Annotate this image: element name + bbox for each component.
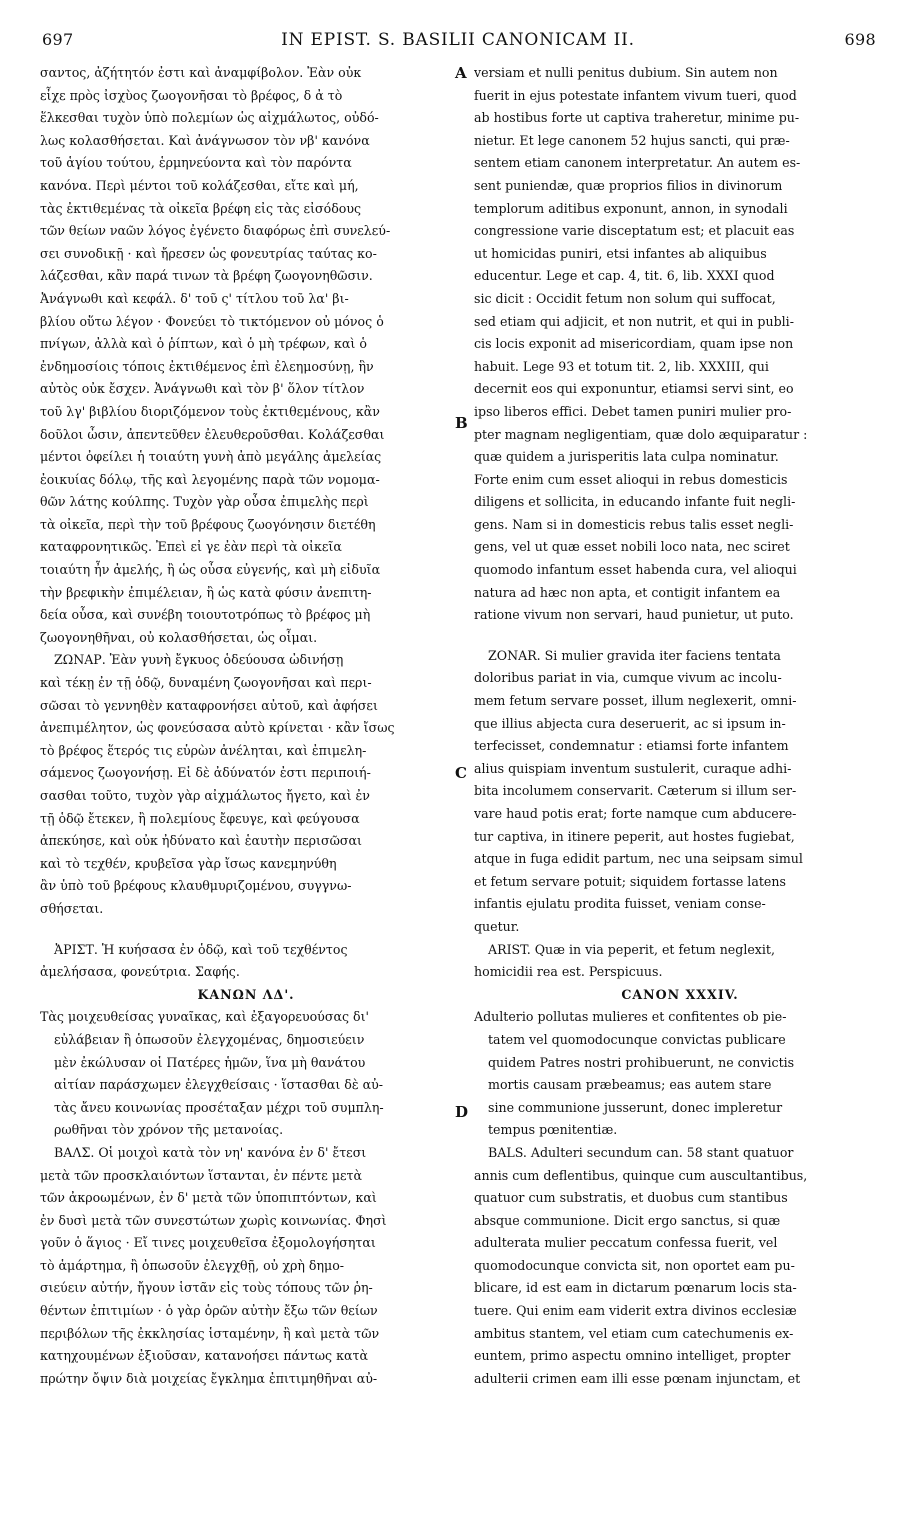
greek-line: καὶ τέκῃ ἐν τῇ ὁδῷ, δυναμένη ζωογονῆσαι καὶ περι- xyxy=(40,675,372,691)
latin-line: ab hostibus forte ut captiva traheretur, minime pu- xyxy=(474,110,800,126)
greek-line: θέντων ἐπιτιμίων · ὁ γὰρ ὁρῶν αὐτὴν ἔξω τῶν θείων xyxy=(40,1303,378,1319)
zonaras-heading-line: ΖΩΝΑΡ. Ἐὰν γυνὴ ἔγκυος ὁδεύουσα ὠδινήσῃ xyxy=(54,652,344,668)
greek-line: τὰ οἰκεῖα, περὶ τὴν τοῦ βρέφους ζωογόνησιν διετέθη xyxy=(40,516,376,532)
latin-line: natura ad hæc non apta, et contigit infantem ea xyxy=(474,584,781,600)
greek-line: σασθαι τοῦτο, τυχὸν γὰρ αἰχμάλωτος ἤγετο, καὶ ἐν xyxy=(40,788,370,803)
canon-heading-greek: ΚΑΝΩΝ ΛΔ'. xyxy=(197,986,295,1002)
latin-line: Forte enim cum esset alioqui in rebus domesticis xyxy=(474,471,788,487)
greek-line: δεία οὖσα, καὶ συνέβη τοιουτοτρόπως τὸ βρέφος μὴ xyxy=(40,607,371,623)
greek-line: τοῦ ἁγίου τούτου, ἑρμηνεύοντα καὶ τὸν παρόντα xyxy=(40,155,352,171)
latin-line: ipso liberos effici. Debet tamen puniri mulier pro- xyxy=(474,403,792,419)
canon-text-line: quidem Patres nostri prohibuerunt, ne convictis xyxy=(488,1054,795,1070)
greek-line: εἶχε πρὸς ἰσχὺος ζωογονῆσαι τὸ βρέφος, δ ἀ τὸ xyxy=(40,87,343,103)
latin-line: mem fetum servare posset, illum neglexerit, omni- xyxy=(474,693,797,709)
greek-line: ἐοικυίας δόλῳ, τῆς καὶ λεγομένης παρὰ τῶν νομομα- xyxy=(40,471,380,487)
greek-line: τῶν ἀκροωμένων, ἐν δ' μετὰ τῶν ὑποπιπτόντων, καὶ xyxy=(40,1190,377,1206)
greek-line: Ἀνάγνωθι καὶ κεφάλ. δ' τοῦ ς' τίτλου τοῦ λα' βι- xyxy=(40,290,349,306)
latin-line: sentem etiam canonem interpretatur. An autem es- xyxy=(474,155,801,171)
greek-line: ἂν ὑπὸ τοῦ βρέφους κλαυθμυριζομένου, συγγνω- xyxy=(40,878,352,894)
latin-line: homicidii rea est. Perspicuus. xyxy=(474,964,663,980)
latin-line: adulterata mulier peccatum confessa fuerit, vel xyxy=(474,1235,778,1251)
greek-line: καταφρονητικῶς. Ἐπεὶ εἰ γε ἐὰν περὶ τὰ οἰκεῖα xyxy=(40,539,342,555)
latin-line: quæ quidem a jurisperitis lata culpa nominatur. xyxy=(474,449,779,465)
greek-line: τὸ ἁμάρτημα, ἢ ὁπωσοῦν ἐλεγχθῇ, οὐ χρὴ δημο- xyxy=(40,1257,345,1273)
latin-line: annis cum deflentibus, quinque cum auscultantibus, xyxy=(474,1167,808,1183)
greek-line: σει συνοδικῇ · καὶ ἤρεσεν ὡς φονευτρίας ταύτας κο- xyxy=(40,245,377,261)
greek-line: πνίγων, ἀλλὰ καὶ ὁ ῥίπτων, καὶ ὁ μὴ τρέφων, καὶ ὁ xyxy=(40,336,367,352)
latin-column xyxy=(474,62,886,1390)
latin-line: educentur. Lege et cap. 4, tit. 6, lib. XXXI quod xyxy=(474,268,775,284)
greek-line: τῇ ὁδῷ ἔτεκεν, ἢ πολεμίους ἔφευγε, καὶ φεύγουσα xyxy=(40,810,360,826)
greek-line: λάζεσθαι, κἂν παρά τινων τὰ βρέφη ζωογονηθῶσιν. xyxy=(40,268,373,284)
latin-line: decernit eos qui exponuntur, etiamsi servi sint, eo xyxy=(474,381,794,397)
latin-line: absque communione. Dicit ergo sanctus, si quæ xyxy=(474,1212,781,1228)
greek-line: τὰς ἐκτιθεμένας τὰ οἰκεῖα βρέφη εἰς τὰς εἰσόδους xyxy=(40,200,362,216)
greek-line: ἀνεπιμέλητον, ὡς φονεύσασα αὐτὸ κρίνεται · κἂν ἴσως xyxy=(40,720,395,736)
page-number-right: 698 xyxy=(844,30,876,49)
greek-line: θῶν λάτης κούλπης. Τυχὸν γὰρ οὖσα ἐπιμελὴς περὶ xyxy=(40,494,369,510)
latin-line: fuerit in ejus potestate infantem vivum tueri, quod xyxy=(474,87,797,103)
canon-text-line: mortis causam præbeamus; eas autem stare xyxy=(488,1077,772,1093)
greek-line: ἀπεκύησε, καὶ οὐκ ἠδύνατο καὶ ἑαυτὴν περισῶσαι xyxy=(40,833,362,849)
greek-line: σαντος, ἀζήτητόν ἐστι καὶ ἀναμφίβολον. Ἐὰν οὐκ xyxy=(40,65,362,80)
greek-line: σιεύειν αὐτήν, ἤγουν ἱστᾶν εἰς τοὺς τόπους τῶν ῥη- xyxy=(40,1280,373,1296)
greek-line: δοῦλοι ὦσιν, ἀπεντεῦθεν ἐλευθεροῦσθαι. Κολάζεσθαι xyxy=(40,426,385,442)
latin-line: quetur. xyxy=(474,918,520,934)
latin-line: gens. Nam si in domesticis rebus talis esset negli- xyxy=(474,516,794,532)
aristenus-line: ἈΡΙΣΤ. Ἡ κυήσασα ἐν ὁδῷ, καὶ τοῦ τεχθέντος xyxy=(54,941,348,957)
latin-line: ambitus stantem, vel etiam cum catechumenis ex- xyxy=(474,1325,794,1341)
running-title: IN EPIST. S. BASILII CANONICAM II. xyxy=(281,30,635,50)
greek-line: ἐν δυσὶ μετὰ τῶν συνεστώτων χωρὶς κοινωνίας. Φησὶ xyxy=(40,1212,387,1228)
greek-line: τῶν θείων ναῶν λόγος ἐγένετο διαφόρως ἐπὶ συνελεύ- xyxy=(40,223,391,239)
latin-line: quomodocunque convicta sit, non oportet eam pu- xyxy=(474,1257,795,1273)
canon-text-line: μὲν ἐκώλυσαν οἱ Πατέρες ἡμῶν, ἵνα μὴ θανάτου xyxy=(54,1054,366,1070)
greek-line: κανόνα. Περὶ μέντοι τοῦ κολάζεσθαι, εἴτε καὶ μή, xyxy=(40,177,359,193)
greek-line: πρώτην ὄψιν διὰ μοιχείας ἔγκλημα ἐπιτιμηθῆναι αὐ- xyxy=(40,1370,378,1386)
latin-line: sent puniendæ, quæ proprios filios in divinorum xyxy=(474,177,783,193)
greek-line: μέντοι ὀφείλει ἡ τοιαύτη γυνὴ ἀπὸ μεγάλης ἀμελείας xyxy=(40,449,382,465)
latin-line: infantis ejulatu prodita fuisset, veniam conse- xyxy=(474,896,766,912)
greek-line: ζωογονηθῆναι, οὐ κολασθήσεται, ὡς οἶμαι. xyxy=(40,629,318,645)
latin-line: et fetum servare potuit; siquidem fortasse latens xyxy=(474,873,786,889)
latin-line: versiam et nulli penitus dubium. Sin autem non xyxy=(474,65,778,80)
latin-line: tuere. Qui enim eam viderit extra divinos ecclesiæ xyxy=(474,1303,797,1319)
latin-line: diligens et sollicita, in educando infante fuit negli- xyxy=(474,494,796,510)
greek-line: περιβόλων τῆς ἐκκλησίας ἱσταμένην, ἢ καὶ μετὰ τῶν xyxy=(40,1325,380,1341)
latin-line: gens, vel ut quæ esset nobili loco nata, nec sciret xyxy=(474,539,790,555)
canon-heading-latin: CANON XXXIV. xyxy=(621,986,739,1002)
greek-line: γοῦν ὁ ἅγιος · Εἴ τινες μοιχευθεῖσα ἐξομολογήσηται xyxy=(40,1235,376,1251)
greek-column xyxy=(40,62,452,1390)
canon-text-line: Adulterio pollutas mulieres et confitentes ob pie- xyxy=(474,1009,787,1025)
greek-line: βλίου οὕτω λέγον · Φονεύει τὸ τικτόμενον οὐ μόνος ὁ xyxy=(40,313,384,329)
latin-line: atque in fuga edidit partum, nec una seipsam simul xyxy=(474,851,803,867)
greek-line: ἕλκεσθαι τυχὸν ὑπὸ πολεμίων ὡς αἰχμάλωτος, οὐδό- xyxy=(40,110,379,126)
aristenus-line: ARIST. Quæ in via peperit, et fetum neglexit, xyxy=(488,941,775,957)
page-number-left: 697 xyxy=(42,30,74,49)
greek-line: σάμενος ζωογονήσῃ. Εἰ δὲ ἀδύνατόν ἐστι περιποιή- xyxy=(40,765,371,781)
greek-line: ἀμελήσασα, φονεύτρια. Σαφής. xyxy=(40,964,240,980)
canon-text-line: sine communione jusserunt, donec impleretur xyxy=(488,1099,783,1115)
latin-line: ut homicidas puniri, etsi infantes ab aliquibus xyxy=(474,245,767,261)
latin-line: sic dicit : Occidit fetum non solum qui suffocat, xyxy=(474,290,776,306)
canon-text-line: Τὰς μοιχευθείσας γυναῖκας, καὶ ἐξαγορευούσας δι' xyxy=(40,1009,369,1025)
canon-text-line: ρωθῆναι τὸν χρόνον τῆς μετανοίας. xyxy=(54,1122,284,1138)
greek-line: ἐνδημοσίοις τόποις ἐκτιθέμενος ἐπὶ ἐλεημοσύνῃ, ἣν xyxy=(40,358,374,374)
latin-line: templorum aditibus exponunt, annon, in synodali xyxy=(474,200,788,216)
latin-line: que illius abjecta cura deseruerit, ac si ipsum in- xyxy=(474,715,786,731)
canon-text-line: εὐλάβειαν ἢ ὁπωσοῦν ἐλεγχομένας, δημοσιεύειν xyxy=(54,1031,365,1047)
latin-line: doloribus pariat in via, cumque vivum ac incolu- xyxy=(474,670,782,686)
greek-line: τοιαύτη ἦν ἀμελής, ἢ ὡς οὖσα εὐγενής, καὶ μὴ εἰδυῖα xyxy=(40,562,381,578)
greek-line: καὶ τὸ τεχθέν, κρυβεῖσα γὰρ ἴσως κανεμηνύθη xyxy=(40,855,337,871)
margin-letter-c: C xyxy=(455,764,467,782)
latin-line: adulterii crimen eam illi esse pœnam injunctam, et xyxy=(474,1370,801,1386)
latin-line: terfecisset, condemnatur : etiamsi forte infantem xyxy=(474,738,789,754)
greek-line: κατηχουμένων ἐξιοῦσαν, κατανοήσει πάντως κατὰ xyxy=(40,1348,368,1364)
balsamon-heading-line: BALS. Adulteri secundum can. 58 stant quatuor xyxy=(488,1144,794,1160)
greek-line: τὴν βρεφικὴν ἐπιμέλειαν, ἢ ὡς κατὰ φύσιν ἀνεπιτη- xyxy=(40,584,372,600)
latin-line: sed etiam qui adjicit, et non nutrit, et qui in publi- xyxy=(474,313,794,329)
margin-letter-b: B xyxy=(455,414,468,432)
greek-line: τοῦ λγ' βιβλίου διοριζόμενον τοὺς ἐκτιθεμένους, κἂν xyxy=(40,403,380,419)
balsamon-heading-line: ΒΑΛΣ. Οἱ μοιχοὶ κατὰ τὸν νη' κανόνα ἐν δ' ἔτεσι xyxy=(54,1144,367,1160)
greek-line: τὸ βρέφος ἕτερός τις εὑρὼν ἀνέληται, καὶ ἐπιμελη- xyxy=(40,742,367,758)
latin-line: quatuor cum substratis, et duobus cum stantibus xyxy=(474,1190,788,1206)
latin-line: habuit. Lege 93 et totum tit. 2, lib. XXXIII, qui xyxy=(474,358,769,374)
latin-line: vare haud potis erat; forte namque cum abducere- xyxy=(474,806,797,821)
latin-line: cis locis exponit ad misericordiam, quam ipse non xyxy=(474,336,794,352)
greek-line: σθήσεται. xyxy=(40,900,104,916)
canon-text-line: τὰς ἄνευ κοινωνίας προσέταξαν μέχρι τοῦ συμπλη- xyxy=(54,1099,384,1115)
latin-line: congressione varie disceptatum est; et placuit eas xyxy=(474,223,795,239)
canon-text-line: tatem vel quomodocunque convictas publicare xyxy=(488,1031,786,1047)
margin-letter-d: D xyxy=(455,1103,469,1121)
greek-line: σῶσαι τὸ γεννηθὲν καταφρονήσει αὐτοῦ, καὶ ἀφήσει xyxy=(40,697,378,713)
latin-line: pter magnam negligentiam, quæ dolo æquiparatur : xyxy=(474,426,808,442)
canon-text-line: αἰτίαν παράσχωμεν ἐλεγχθείσαις · ἵστασθαι δὲ αὐ- xyxy=(54,1077,384,1093)
latin-line: blicare, id est eam in dictarum pœnarum locis sta- xyxy=(474,1280,797,1296)
zonaras-heading-line: ZONAR. Si mulier gravida iter faciens tentata xyxy=(488,647,781,663)
latin-line: alius quispiam inventum sustulerit, curaque adhi- xyxy=(474,760,792,776)
greek-line: λως κολασθήσεται. Καὶ ἀνάγνωσον τὸν νβ' κανόνα xyxy=(40,132,370,148)
greek-line: μετὰ τῶν προσκλαιόντων ἵστανται, ἐν πέντε μετὰ xyxy=(40,1167,362,1183)
latin-line: euntem, primo aspectu omnino intelliget, propter xyxy=(474,1348,791,1364)
latin-line: bita incolumem conservarit. Cæterum si illum ser- xyxy=(474,783,797,799)
canon-text-line: tempus pœnitentiæ. xyxy=(488,1122,618,1138)
page-header xyxy=(0,30,916,54)
latin-line: quomodo infantum esset habenda cura, vel alioqui xyxy=(474,562,797,578)
margin-letter-a: A xyxy=(455,64,467,82)
latin-line: ratione vivum non servari, haud punietur, ut puto. xyxy=(474,607,794,623)
latin-line: tur captiva, in itinere peperit, aut hostes fugiebat, xyxy=(474,828,795,844)
latin-line: nietur. Et lege canonem 52 hujus sancti, qui præ- xyxy=(474,132,790,148)
greek-line: αὐτὸς οὐκ ἔσχεν. Ἀνάγνωθι καὶ τὸν β' ὅλον τίτλον xyxy=(40,381,365,397)
